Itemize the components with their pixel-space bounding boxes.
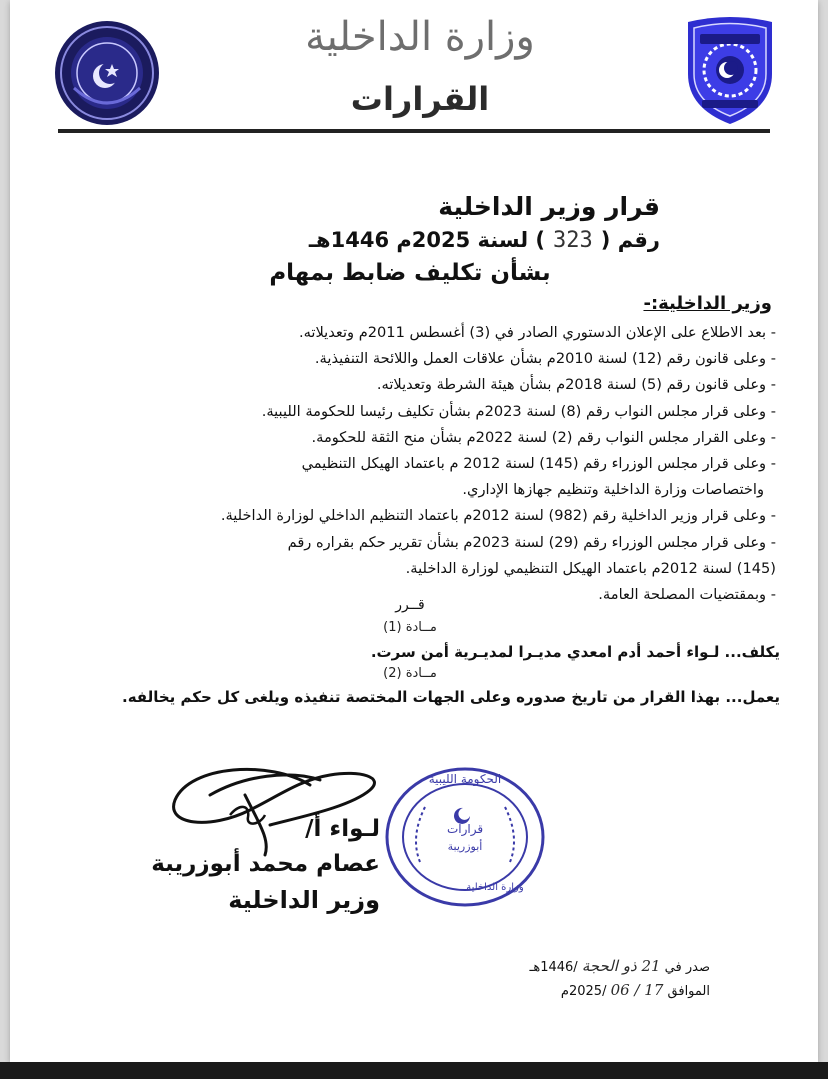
decree-number-suffix: ) لسنة 2025م 1446هـ <box>308 228 546 252</box>
signature-block <box>150 812 380 918</box>
recital-item: - وعلى قانون رقم (12) لسنة 2010م بشأن علاقات العمل واللائحة التنفيذية. <box>314 350 776 368</box>
recital-item: - وعلى قرار وزير الداخلية رقم (982) لسنة 2012م باعتماد التنظيم الداخلي لوزارة الداخلية. <box>220 507 776 525</box>
recital-item: - وعلى قرار مجلس الوزراء رقم (29) لسنة 2023م بشأن تقرير حكم بقراره رقم <box>287 533 776 551</box>
decree-title: قرار وزير الداخلية <box>438 192 660 221</box>
signatory-rank: لـواء أ/ <box>305 816 380 842</box>
ministry-name: وزارة الداخلية <box>305 14 535 60</box>
corresponding-label: الموافق <box>667 984 710 999</box>
stamp-inner-sub: أبوزريبة <box>447 840 483 853</box>
issue-date-hijri <box>500 955 710 979</box>
issued-gregorian-year: /2025م <box>560 984 607 999</box>
stamp-inner-text: قرارات <box>446 822 484 836</box>
header-divider <box>58 129 770 133</box>
recital-item: - وبمقتضيات المصلحة العامة. <box>598 586 776 604</box>
recital-item: - وعلى قرار مجلس الوزراء رقم (145) لسنة 2012 م باعتماد الهيكل التنظيمي <box>301 455 776 473</box>
section-title: القرارات <box>350 80 490 118</box>
article-1-text: يكلف... لـواء أحمد أدم امعدي مديـرا لمديـرية أمن سرت. <box>370 643 780 661</box>
issue-date-gregorian <box>500 979 710 1003</box>
preamble-heading: وزير الداخلية:- <box>643 293 772 314</box>
recital-item-continuation: واختصاصات وزارة الداخلية وتنظيم جهازها الإداري. <box>462 481 764 499</box>
article-2-text: يعمل... بهذا القرار من تاريخ صدوره وعلى الجهات المختصة تنفيذه ويلغى كل حكم يخالفه. <box>122 688 780 706</box>
recital-item: - وعلى القرار مجلس النواب رقم (2) لسنة 2022م بشأن منح الثقة للحكومة. <box>311 428 776 446</box>
recital-item: - بعد الاطلاع على الإعلان الدستوري الصادر في (3) أغسطس 2011م وتعديلاته. <box>298 324 776 341</box>
issue-date-block <box>500 955 710 1003</box>
issued-label: صدر في <box>664 960 710 975</box>
libya-government-emblem-icon <box>52 18 162 128</box>
recital-item: - وعلى قرار مجلس النواب رقم (8) لسنة 2023م بشأن تكليف رئيسا للحكومة الليبية. <box>261 402 776 420</box>
recital-item-continuation: (145) لسنة 2012م باعتماد الهيكل التنظيمي لوزارة الداخلية. <box>405 559 776 577</box>
article-2-label: مــادة (2) <box>383 666 437 681</box>
issued-hijri-year: /1446هـ <box>529 960 578 975</box>
bottom-edge <box>0 1062 828 1079</box>
recitals-list <box>96 320 776 608</box>
decree-subject: بشأن تكليف ضابط بمهام <box>269 260 551 286</box>
decree-number-prefix: رقم ( <box>600 228 660 252</box>
issued-handwritten-gregorian: 17 / 06 <box>610 981 664 999</box>
stamp-bottom-text: وزارة الداخلية <box>466 882 524 893</box>
stamp-ring-text: الحكومة الليبية <box>428 772 502 786</box>
decree-number-line <box>150 228 660 253</box>
decree-number: 323 <box>553 228 593 253</box>
issued-handwritten-hijri: 21 ذو الحجة <box>581 957 661 975</box>
signatory-title: وزير الداخلية <box>228 886 380 914</box>
article-1-label: مــادة (1) <box>383 620 437 635</box>
ministry-of-interior-emblem-icon <box>678 12 782 128</box>
signatory-name: عصام محمد أبوزريبة <box>151 851 380 877</box>
decision-word: قــرر <box>395 597 425 613</box>
recital-item: - وعلى قانون رقم (5) لسنة 2018م بشأن هيئة الشرطة وتعديلاته. <box>376 376 776 394</box>
